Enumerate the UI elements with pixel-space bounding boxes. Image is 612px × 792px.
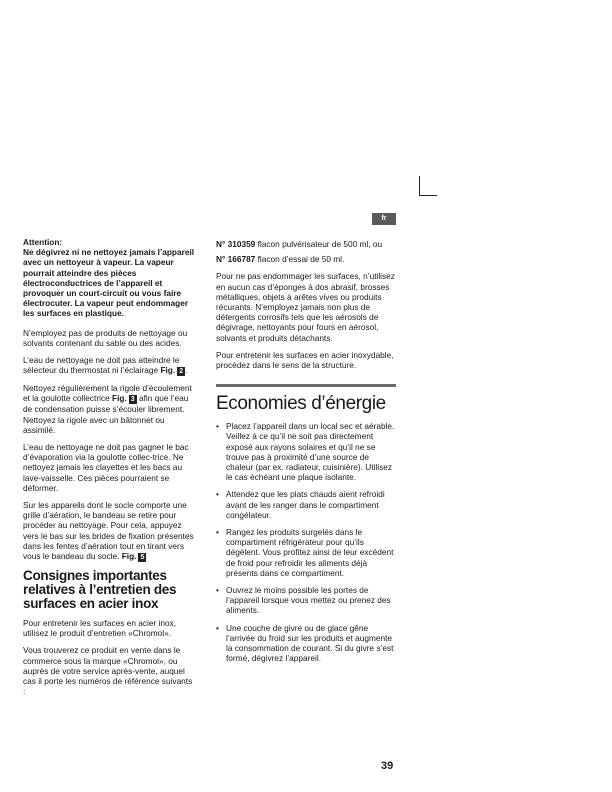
- section-heading-energy: Economies d’énergie: [216, 393, 386, 415]
- warning-text: Ne dégivrez ni ne nettoyez jamais l’appareil avec un nettoyeur à vapeur. La vapeur pourrait atteindre des pièces électroconductrices de l’appareil et provoquer un court-circuit ou vous faire électrocuter. La vapeur peut endommager les surfaces en plastique.: [23, 247, 195, 319]
- paragraph-purchase: Vous trouverez ce produit en vente dans le commerce sous la marque «Chromol», ou auprès de votre service après-vente, auquel cas il porte les numéros de référence suivants :: [23, 645, 193, 697]
- paragraph-solvents: N’employez pas de produits de nettoyage ou solvants contenant du sable ou des acides.: [23, 327, 188, 348]
- paragraph-gutter: Nettoyez régulièrement la rigole d’écoulement et la goulotte collectrice Fig. 3 afin que l’eau de condensation puisse s’écouler librement. Nettoyez la rigole avec un bâtonnet ou assimilé.: [23, 383, 192, 435]
- figure-ref: Fig.: [121, 551, 137, 562]
- figure-number: 5: [140, 554, 145, 562]
- figure-ref: Fig.: [160, 365, 176, 376]
- left-column: [23, 237, 195, 704]
- list-item: • Attendez que les plats chauds aient refroidi avant de les ranger dans le compartiment congélateur.: [216, 489, 396, 520]
- paragraph-direction: Pour entretenir les surfaces en acier inoxydable, procédez dans le sens de la structure.: [216, 349, 394, 371]
- section-heading-stainless: Consignes importantes relatives à l’entretien des surfaces en acier inox: [23, 568, 177, 612]
- paragraph-chromol: Pour entretenir les surfaces en acier inox, utilisez le produit d’entretien «Chromol».: [23, 618, 177, 639]
- list-item: • Une couche de givre ou de glace gêne l’arrivée du froid sur les produits et augmente la consommation de courant. Si du givre s’est formé, dégivrez l’appareil.: [216, 623, 396, 664]
- right-column: [216, 239, 396, 671]
- list-item: • Rangez les produits surgelés dans le compartiment réfrigérateur pour qu’ils dégèlent. Vous profitez ainsi de leur excédent de froid pour refroidir les aliments déjà présents dans ce compartiment.: [216, 527, 396, 578]
- reference-1: N° 310359 flacon pulvérisateur de 500 ml, ou: [216, 239, 383, 249]
- section-rule: [216, 384, 396, 387]
- paragraph-base-panel: Sur les appareils dont le socle comporte une grille d’aération, le bandeau se retire pour procéder au nettoyage. Pour cela, appuyez vers le bas sur les brides de fixation présentes dans les fentes d’aération tout en tirant vers vous le bandeau du socle. Fig. 5: [23, 500, 194, 562]
- list-item: • Placez l’appareil dans un local sec et aérable. Veillez à ce qu’il ne soit pas directement exposé aux rayons solaires et qu’il ne se trouve pas à proximité d’une source de chaleur (par ex. radiateur, cuisinière). Utilisez le cas échéant une plaque isolante.: [216, 421, 396, 482]
- steam-warning: [23, 237, 195, 319]
- crop-mark: [419, 195, 437, 196]
- language-badge: fr: [372, 213, 396, 225]
- paragraph-thermostat: L’eau de nettoyage ne doit pas atteindre le sélecteur du thermostat ni l’éclairage Fig. 2 .: [23, 355, 188, 376]
- figure-ref: Fig.: [112, 393, 127, 404]
- warning-label: Attention:: [23, 237, 63, 247]
- energy-tips-list: [216, 421, 396, 663]
- figure-number: 2: [179, 368, 184, 376]
- page-number: 39: [381, 760, 394, 772]
- paragraph-surfaces: Pour ne pas endommager les surfaces, n’utilisez en aucun cas d’éponges à dos abrasif, brosses métalliques, objets à arêtes vives ou produits récurants. N’employez jamais non plus de détergents corrosifs tels que les aérosols de dégivrage, nettoyants pour fours en aérosol, solvants et produits détachants.: [216, 271, 395, 343]
- reference-2: N° 166787 flacon d’essai de 50 ml.: [216, 254, 345, 265]
- figure-number: 3: [130, 396, 135, 404]
- crop-mark: [419, 176, 420, 196]
- list-item: • Ouvrez le moins possible les portes de l’appareil lorsque vous mettez ou prenez des aliments.: [216, 585, 396, 616]
- paragraph-evaporation-tray: L’eau de nettoyage ne doit pas gagner le bac d’évaporation via la goulotte collec-trice. Ne nettoyez jamais les clayettes et les bacs au lave-vaisselle. Ces pièces pourraient se déformer.: [23, 442, 189, 493]
